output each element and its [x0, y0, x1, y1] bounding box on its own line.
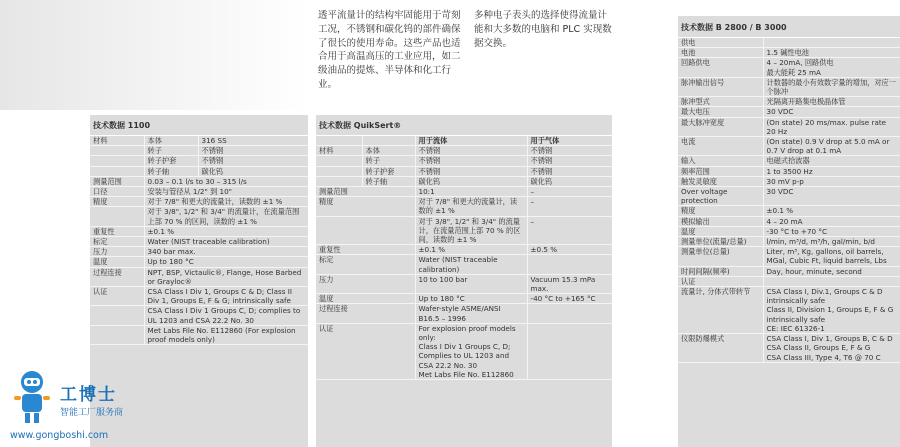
spec-title: 技术数据 QuikSert®: [316, 115, 612, 136]
row-label: 仪限防爆模式: [678, 334, 763, 363]
row-label: 温度: [90, 257, 144, 267]
table-row: [678, 48, 900, 58]
row-label: 认证: [678, 276, 763, 286]
row-value-fluid: Up to 180 °C: [415, 294, 527, 304]
row-value: 30 VDC: [763, 107, 900, 117]
row-value: 电磁式拾波器: [763, 156, 900, 166]
row-sublabel: 转子轴: [362, 176, 415, 186]
row-value: (On state) 0.9 V drop at 5.0 mA or 0.7 V drop at 0.1 mA: [763, 137, 900, 156]
row-value: -30 °C to +70 °C: [763, 226, 900, 236]
row-value-gas: 不锈钢: [527, 166, 612, 176]
table-row: [678, 117, 900, 136]
intro-paragraph-1: 透平流量计的结构牢固能用于苛刻工况，不锈钢和碳化钨的部件确保了很长的使用寿命。这些产品也适合用于高温高压的工业应用，如二级油品的提炼、半导体和化工行业。: [318, 10, 461, 90]
table-row: [678, 77, 900, 96]
row-sublabel: 转子: [362, 156, 415, 166]
row-value-gas: [527, 255, 612, 274]
row-value: Water (NIST traceable calibration): [144, 237, 308, 247]
row-value-gas: 不锈钢: [527, 146, 612, 156]
row-value: 1 to 3500 Hz: [763, 166, 900, 176]
row-label: 脉冲输出信号: [678, 77, 763, 96]
row-label: 测量单位(总量): [678, 247, 763, 266]
row-label: 重复性: [316, 245, 415, 255]
row-value: CSA Class I Div 1, Groups C & D; Class II Div 1, Groups E, F & G; intrinsically safe: [144, 287, 308, 306]
table-row: [678, 166, 900, 176]
row-value-gas: [527, 304, 612, 323]
row-label: 精度: [316, 197, 415, 216]
row-label: 回路供电: [678, 58, 763, 77]
row-value: [763, 38, 900, 48]
header-cell: [316, 136, 362, 146]
row-value-gas: –: [527, 197, 612, 216]
intro-paragraph-2: 多种电子表头的选择使得流量计能和大多数的电脑和 PLC 实现数据交换。: [474, 10, 612, 49]
row-value: [763, 276, 900, 286]
header-gas: 用于气体: [527, 136, 612, 146]
table-row: [678, 156, 900, 166]
row-label: 精度: [90, 197, 144, 207]
table-row: [316, 323, 612, 379]
row-value: 1.5 碱性电池: [763, 48, 900, 58]
row-value-fluid: 不锈钢: [415, 146, 527, 156]
row-sublabel: 本体: [362, 146, 415, 156]
table-row: [678, 334, 900, 363]
header-fluid: 用于流体: [415, 136, 527, 146]
row-label: 频率范围: [678, 166, 763, 176]
table-row: [316, 245, 612, 255]
table-row: [678, 266, 900, 276]
row-value: CSA Class I Div 1 Groups C, D; complies to UL 1203 and CSA 22.2 No. 30: [144, 306, 308, 325]
row-label: 脉冲型式: [678, 97, 763, 107]
row-value-fluid: ±0.1 %: [415, 245, 527, 255]
row-value: Liter, m³, Kg, gallons, oil barrels, MGal, Cubic Ft, liquid barrels, Lbs: [763, 247, 900, 266]
row-label: [90, 306, 144, 325]
row-label: [90, 146, 144, 156]
row-label: 测量范围: [316, 187, 415, 197]
row-value-gas: 不锈钢: [527, 156, 612, 166]
row-value: Met Labs File No. E112860 (For explosion proof models only): [144, 325, 308, 344]
row-value: CSA Class I, Div 1, Groups B, C & D CSA Class II, Groups E, F & G CSA Class III, Type 4, T6 @ 70 C: [763, 334, 900, 363]
row-label: 认证: [316, 323, 415, 379]
row-label: 重复性: [90, 226, 144, 236]
row-value-gas: [527, 323, 612, 379]
table-row: [316, 176, 612, 186]
row-label: 过程连接: [316, 304, 415, 323]
table-row: [90, 267, 308, 286]
row-value: Day, hour, minute, second: [763, 266, 900, 276]
spec-title: 技术数据 1100: [90, 115, 308, 136]
row-value: CSA Class I, Div.1, Groups C & D intrinsically safe Class II, Division 1, Groups E, F & G intrinsically safe CE: IEC 61326-1: [763, 287, 900, 334]
table-row: [316, 146, 612, 156]
row-label: [316, 176, 362, 186]
row-label: 最大脉冲宽度: [678, 117, 763, 136]
table-row: [678, 237, 900, 247]
row-label: [90, 156, 144, 166]
spec-title: 技术数据 B 2800 / B 3000: [678, 16, 900, 38]
row-value-fluid: 不锈钢: [415, 156, 527, 166]
row-value-fluid: 不锈钢: [415, 166, 527, 176]
table-row: [90, 187, 308, 197]
row-value-fluid: 碳化钨: [415, 176, 527, 186]
row-value: ±0.1 %: [144, 226, 308, 236]
row-label: 压力: [90, 247, 144, 257]
row-value-fluid: 10 to 100 bar: [415, 274, 527, 293]
row-value-fluid: 对于 7/8" 和更大的流量计，读数的 ±1 %: [415, 197, 527, 216]
row-label: 过程连接: [90, 267, 144, 286]
row-label: 温度: [316, 294, 415, 304]
table-row: [316, 274, 612, 293]
table-row: [90, 257, 308, 267]
row-label: Over voltage protection: [678, 187, 763, 206]
row-label: 时间间隔(频率): [678, 266, 763, 276]
row-label: 供电: [678, 38, 763, 48]
row-sublabel: 本体: [144, 136, 198, 146]
table-row: [678, 287, 900, 334]
row-label: 材料: [316, 146, 362, 156]
table-row: [678, 58, 900, 77]
table-row: [316, 197, 612, 216]
table-row: [316, 187, 612, 197]
row-value: 光隔离开路集电极晶体管: [763, 97, 900, 107]
row-value-fluid: 对于 3/8", 1/2" 和 3/4" 的流量计，在流量范围上部 70 % 的区间，读数的 ±1 %: [415, 216, 527, 245]
table-row: [678, 97, 900, 107]
row-value: 碳化钨: [198, 166, 308, 176]
row-label: 触发灵敏度: [678, 176, 763, 186]
table-row: [316, 136, 612, 146]
row-value: 对于 3/8", 1/2" 和 3/4" 的流量计，在流量范围上部 70 % 的区间，读数的 ±1 %: [144, 207, 308, 226]
row-value-gas: Vacuum 15.3 mPa max.: [527, 274, 612, 293]
table-row: [90, 247, 308, 257]
row-label: [90, 207, 144, 226]
row-sublabel: 转子护套: [362, 166, 415, 176]
row-label: 温度: [678, 226, 763, 236]
row-label: [316, 156, 362, 166]
table-row: [316, 166, 612, 176]
row-value: 4 – 20 mA: [763, 216, 900, 226]
table-row: [90, 325, 308, 344]
row-label: [316, 216, 415, 245]
spec-panel-quiksert: [316, 115, 612, 447]
spec-table: [90, 136, 308, 345]
row-value: 4 – 20mA, 回路供电 最大能耗 25 mA: [763, 58, 900, 77]
table-row: [316, 216, 612, 245]
row-label: 流量计, 分体式带转节: [678, 287, 763, 334]
row-label: 认证: [90, 287, 144, 306]
row-value: Up to 180 °C: [144, 257, 308, 267]
row-value-gas: –: [527, 216, 612, 245]
table-row: [90, 156, 308, 166]
row-value-gas: -40 °C to +165 °C: [527, 294, 612, 304]
row-sublabel: 转子: [144, 146, 198, 156]
row-label: 标定: [316, 255, 415, 274]
row-value-fluid: Water (NIST traceable calibration): [415, 255, 527, 274]
row-label: 测量单位(流量/总量): [678, 237, 763, 247]
table-row: [90, 237, 308, 247]
table-row: [90, 226, 308, 236]
row-label: 最大电压: [678, 107, 763, 117]
robot-mascot-icon: [10, 368, 54, 428]
row-label: 输入: [678, 156, 763, 166]
header-cell: [362, 136, 415, 146]
row-label: 精度: [678, 206, 763, 216]
table-row: [678, 187, 900, 206]
row-value: 计数器的最小有效数字量的增加，对应一个脉冲: [763, 77, 900, 96]
table-row: [316, 255, 612, 274]
row-label: 标定: [90, 237, 144, 247]
table-row: [90, 176, 308, 186]
table-row: [678, 226, 900, 236]
row-label: 模拟输出: [678, 216, 763, 226]
row-value: 30 VDC: [763, 187, 900, 206]
header-gradient: [0, 0, 310, 110]
table-row: [678, 276, 900, 286]
table-row: [90, 207, 308, 226]
row-value: 30 mV p-p: [763, 176, 900, 186]
table-row: [316, 294, 612, 304]
row-sublabel: 转子轴: [144, 166, 198, 176]
row-value-fluid: For explosion proof models only: Class I Div 1 Groups C, D; Complies to UL 1203 and CSA 22.2 No. 30 Met Labs File No. E112860: [415, 323, 527, 379]
row-value: (On state) 20 ms/max. pulse rate 20 Hz: [763, 117, 900, 136]
table-row: [678, 206, 900, 216]
table-row: [678, 216, 900, 226]
gongboshi-logo: [10, 368, 170, 447]
row-value: 安装与管径从 1/2" 到 10": [144, 187, 308, 197]
row-value-gas: 碳化钨: [527, 176, 612, 186]
row-value: ±0.1 %: [763, 206, 900, 216]
row-label: 材料: [90, 136, 144, 146]
table-row: [90, 197, 308, 207]
row-label: 口径: [90, 187, 144, 197]
table-row: [678, 38, 900, 48]
row-label: [90, 325, 144, 344]
table-row: [90, 136, 308, 146]
table-row: [90, 306, 308, 325]
row-label: [90, 166, 144, 176]
table-row: [678, 137, 900, 156]
row-label: 测量范围: [90, 176, 144, 186]
row-label: 电池: [678, 48, 763, 58]
row-value: NPT, BSP, Victaulic®, Flange, Hose Barbed or Grayloc®: [144, 267, 308, 286]
row-sublabel: 转子护套: [144, 156, 198, 166]
row-label: [316, 166, 362, 176]
brand-name: 工博士: [60, 385, 117, 405]
row-label: 电流: [678, 137, 763, 156]
row-value-gas: –: [527, 187, 612, 197]
row-value: 0.03 – 0.1 l/s to 30 – 315 l/s: [144, 176, 308, 186]
row-value: 340 bar max.: [144, 247, 308, 257]
spec-table: [678, 38, 900, 363]
row-value: 不锈钢: [198, 146, 308, 156]
table-row: [678, 176, 900, 186]
row-value: 对于 7/8" 和更大的流量计，读数的 ±1 %: [144, 197, 308, 207]
brand-url: www.gongboshi.com: [10, 430, 109, 441]
spec-panel-b2800-b3000: [678, 16, 900, 447]
table-row: [316, 156, 612, 166]
table-row: [678, 247, 900, 266]
row-value-gas: ±0.5 %: [527, 245, 612, 255]
brand-slogan: 智能工厂服务商: [60, 408, 124, 418]
table-row: [90, 146, 308, 156]
table-row: [90, 166, 308, 176]
spec-table: [316, 136, 612, 380]
table-row: [90, 287, 308, 306]
row-value-fluid: Wafer-style ASME/ANSI B16.5 – 1996: [415, 304, 527, 323]
row-value: 316 SS: [198, 136, 308, 146]
row-value: 不锈钢: [198, 156, 308, 166]
table-row: [678, 107, 900, 117]
row-label: 压力: [316, 274, 415, 293]
table-row: [316, 304, 612, 323]
row-value: l/min, m³/d, m³/h, gal/min, b/d: [763, 237, 900, 247]
row-value-fluid: 10:1: [415, 187, 527, 197]
